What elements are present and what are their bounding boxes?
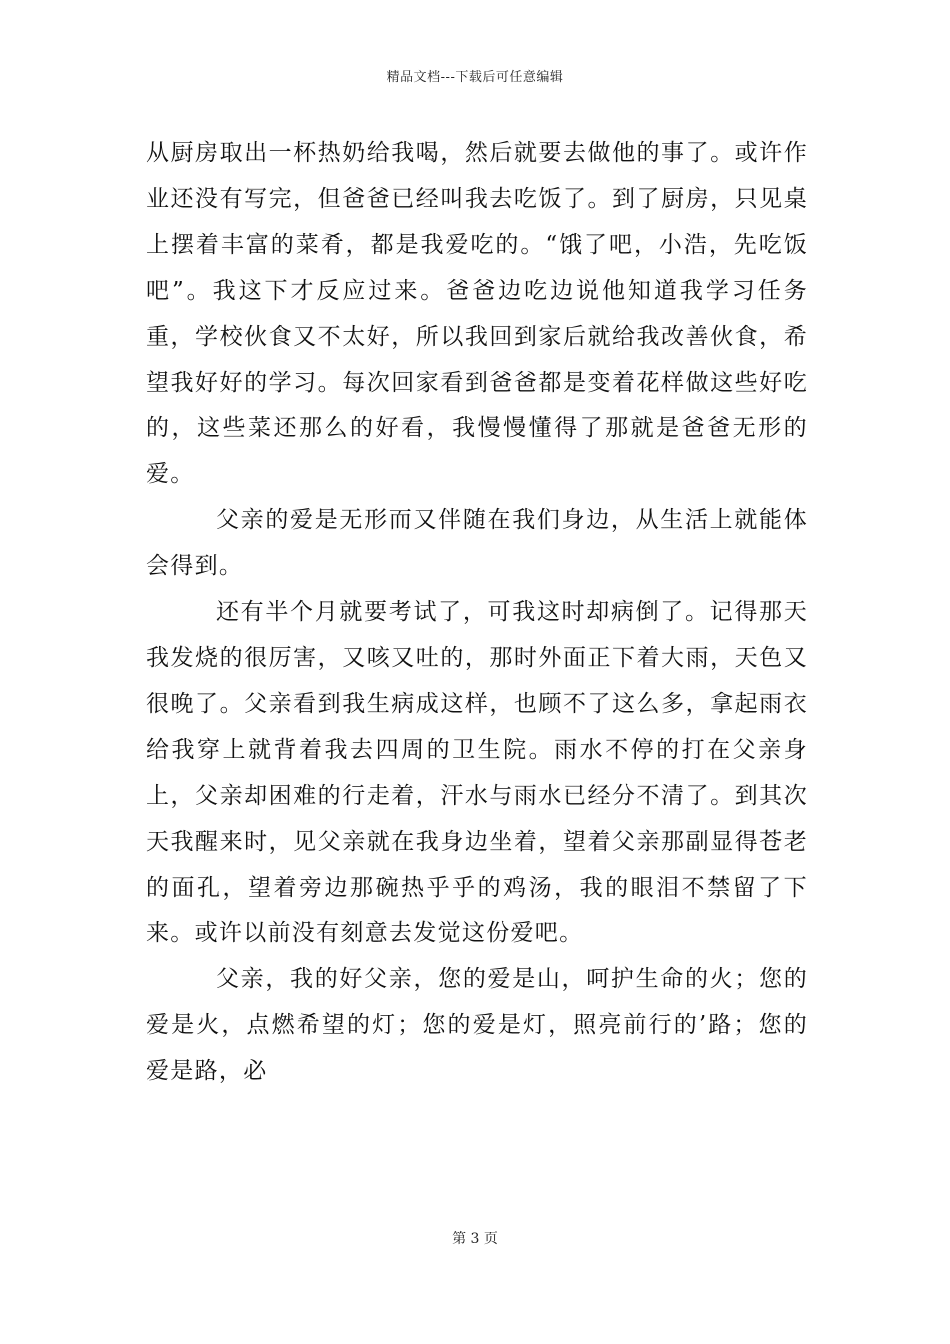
document-body xyxy=(146,131,808,1095)
paragraph-1: 从厨房取出一杯热奶给我喝，然后就要去做他的事了。或许作业还没有写完，但爸爸已经叫我去吃饭了。到了厨房，只见桌上摆着丰富的菜肴，都是我爱吃的。“饿了吧，小浩，先吃饭吧”。我这下才反应过来。爸爸边吃边说他知道我学习任务重，学校伙食又不太好，所以我回到家后就给我改善伙食，希望我好好的学习。每次回家看到爸爸都是变着花样做这些好吃的，这些菜还那么的好看，我慢慢懂得了那就是爸爸无形的爱。 xyxy=(146,140,808,488)
paragraph-2: 父亲的爱是无形而又伴随在我们身边，从生活上就能体会得到。 xyxy=(146,507,808,580)
paragraph-4: 父亲，我的好父亲，您的爱是山，呵护生命的火；您的爱是火，点燃希望的灯；您的爱是灯，照亮前行的’路；您的爱是路，必 xyxy=(146,966,808,1085)
page-header: 精品文档---下载后可任意编辑 xyxy=(386,70,564,85)
paragraph-3: 还有半个月就要考试了，可我这时却病倒了。记得那天我发烧的很厉害，又咳又吐的，那时外面正下着大雨，天色又很晚了。父亲看到我生病成这样，也顾不了这么多，拿起雨衣给我穿上就背着我去四周的卫生院。雨水不停的打在父亲身上，父亲却困难的行走着，汗水与雨水已经分不清了。到其次天我醒来时，见父亲就在我身边坐着，望着父亲那副显得苍老的面孔，望着旁边那碗热乎乎的鸡汤，我的眼泪不禁留了下来。或许以前没有刻意去发觉这份爱吧。 xyxy=(146,599,808,947)
page-number: 第 3 页 xyxy=(452,1231,498,1247)
